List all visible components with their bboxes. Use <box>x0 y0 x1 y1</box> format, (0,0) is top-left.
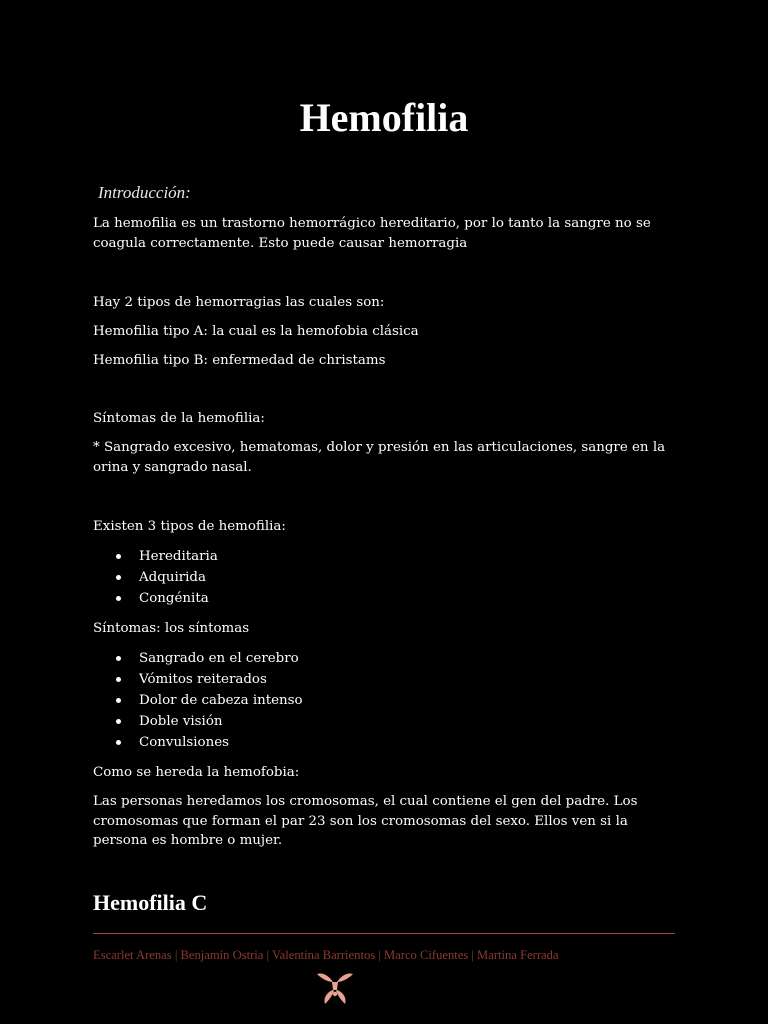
intro-paragraph: La hemofilia es un trastorno hemorrágico hereditario, por lo tanto la sangre no se coagula correctamente. Esto puede causar hemorragia <box>93 216 651 251</box>
floral-ornament-icon <box>315 970 355 1006</box>
hemophilia-type-b: Hemofilia tipo B: enfermedad de christams <box>93 353 386 368</box>
list-item-label: Doble visión <box>139 714 223 729</box>
list-item-label: Hereditaria <box>139 549 218 564</box>
section-subheading: Hemofilia C <box>93 890 208 915</box>
list-item-label: Dolor de cabeza intenso <box>139 693 303 708</box>
types-list <box>93 546 673 609</box>
document-title: Hemofilia <box>299 95 469 140</box>
list-item <box>93 648 673 669</box>
symptoms-list-heading: Síntomas: los síntomas <box>93 621 250 636</box>
symptoms-paragraph: * Sangrado excesivo, hematomas, dolor y presión en las articulaciones, sangre en la orina y sangrado nasal. <box>93 440 666 475</box>
list-item-label: Adquirida <box>139 570 206 585</box>
inherit-paragraph: Las personas heredamos los cromosomas, el cual contiene el gen del padre. Los cromosomas que forman el par 23 son los cromosomas del sexo. Ellos ven si la persona es hombre o mujer. <box>93 794 638 848</box>
list-item-label: Vómitos reiterados <box>139 672 267 687</box>
footer-divider <box>93 933 675 934</box>
bullet-icon <box>116 740 121 745</box>
hemorrhage-types-heading: Hay 2 tipos de hemorragias las cuales son: <box>93 295 385 310</box>
inherit-heading: Como se hereda la hemofobia: <box>93 765 300 780</box>
list-item-label: Sangrado en el cerebro <box>139 651 299 666</box>
bullet-icon <box>116 719 121 724</box>
intro-label: Introducción: <box>98 183 191 202</box>
hemophilia-type-a: Hemofilia tipo A: la cual es la hemofobia clásica <box>93 324 419 339</box>
list-item-label: Congénita <box>139 591 209 606</box>
list-item <box>93 546 673 567</box>
bullet-icon <box>116 677 121 682</box>
list-item <box>93 567 673 588</box>
list-item <box>93 669 673 690</box>
list-item-label: Convulsiones <box>139 735 230 750</box>
symptoms-heading: Síntomas de la hemofilia: <box>93 411 265 426</box>
symptoms-list <box>93 648 673 753</box>
bullet-icon <box>116 554 121 559</box>
list-item <box>93 690 673 711</box>
list-item <box>93 588 673 609</box>
bullet-icon <box>116 596 121 601</box>
bullet-icon <box>116 575 121 580</box>
types-heading: Existen 3 tipos de hemofilia: <box>93 519 286 534</box>
authors-line: Escarlet Arenas | Benjamín Ostria | Valentina Barrientos | Marco Cifuentes | Martina Ferrada <box>93 948 559 962</box>
list-item <box>93 711 673 732</box>
list-item <box>93 732 673 753</box>
bullet-icon <box>116 698 121 703</box>
bullet-icon <box>116 656 121 661</box>
